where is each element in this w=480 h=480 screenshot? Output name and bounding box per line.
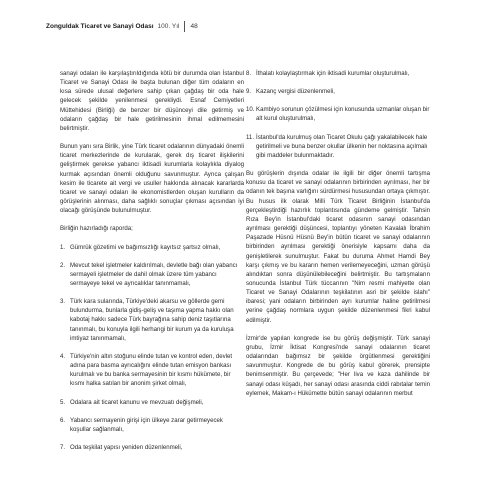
- header-title: Zonguldak Ticaret ve Sanayi Odası: [46, 22, 154, 30]
- left-column: [60, 69, 244, 461]
- list-number: 1.: [60, 243, 66, 251]
- list-number: 10.: [246, 106, 255, 114]
- list-item: [60, 297, 244, 343]
- list-item: [246, 105, 430, 123]
- page-header: [46, 20, 198, 32]
- header-year: 100. Yıl: [157, 22, 180, 30]
- list-text: Kazanç vergisi düzenlenmeli,: [256, 88, 335, 96]
- list-number: 6.: [60, 416, 66, 424]
- list-text: Türkiye'nin altın stoğunu elinde tutan ve kontrol eden, devlet adına para basma ayrıcalığını elinde tutan emisyon bankası kurulmalı ve bu banka sermayesinin bir kısmı hükümete, bir kısmı halka satılan bir anonim şirket olmalı,: [70, 352, 233, 388]
- list-text: Gümrük gözetimi ve bağımsızlığı kayıtsız şartsız olmalı,: [70, 243, 221, 251]
- list-text: Türk kara sularında, Türkiye'deki akarsu ve göllerde gemi bulundurma, bunlarla gidiş-geliş ve taşıma yapma hakkı olan kabotaj hakkı sadece Türk bayrağına sahip deniz taşıtlarına tanınmalı, bu konuyla ilgili herhangi bir kurum ya da kuruluşa imtiyaz tanınmamalı,: [70, 298, 234, 342]
- list-number: 3.: [60, 298, 66, 306]
- list-number: 4.: [60, 352, 66, 360]
- list-number: 9.: [246, 88, 252, 96]
- list-item: [60, 398, 244, 407]
- list-number: 7.: [60, 444, 66, 451]
- list-item: [246, 87, 430, 96]
- right-column: [246, 69, 430, 407]
- list-item: [60, 243, 244, 252]
- paragraph: İzmir'de yapılan kongrede ise bu görüş değişmiştir. Türk sanayi grubu, İzmir İktisat Kongresi'nde sanayi odalarının ticaret odalarından bağımsız bir şekilde örgütlenmesi gerektiğini savunmuştur. Kongrede de bu görüş kabul görerek, prensipte benimsenmiştir. Bu çerçevede; "Her liva ve kaza dahilinde bir sanayi odası küşadı, her sanayi odası arasında ciddi rabıtalar temin eylemek, Makam-ı Hükümette bütün sanayi odalarının merbut: [246, 334, 430, 397]
- list-item: [246, 133, 430, 160]
- list-text: İthalatı kolaylaştırmak için iktisadi kurumlar oluşturulmalı,: [256, 70, 410, 77]
- numbered-list: [246, 69, 430, 160]
- page-number: 48: [190, 22, 198, 30]
- list-text: Kambiyo sorunun çözülmesi için konusunda uzmanlar oluşan bir alt kurul oluşturulmalı,: [256, 106, 430, 123]
- header-divider: [184, 21, 185, 32]
- list-text: Odalara ait ticaret kanunu ve mevzuatı değişmeli,: [70, 398, 204, 406]
- list-text: İstanbul'da kurulmuş olan Ticaret Okulu çağı yakalabilecek hale getirilmeli ve buna benzer okullar ülkenin her noktasına açılmalı gibi maddeler bulunmaktadır.: [256, 133, 428, 159]
- list-text: Mevcut tekel işletmeler kaldırılmalı, devletle bağı olan yabancı sermayeli işletmeler de dahil olmak üzere tüm yabancı sermayeye tekel ve ayrıcalıklar tanınmamalı,: [70, 261, 238, 287]
- list-item: [246, 69, 430, 78]
- list-text: Yabancı sermayenin girişi için ülkeye zarar getirmeyecek koşullar sağlanmalı,: [70, 416, 223, 433]
- list-number: 5.: [60, 398, 66, 406]
- list-number: 8.: [246, 70, 252, 77]
- list-number: 11.: [246, 133, 255, 141]
- list-item: [60, 416, 244, 434]
- paragraph: Bunun yanı sıra Birlik, yine Türk ticaret odalarının dünyadaki önemli ticaret merkezlerinde de kurularak, gerek dış ticaret ilişkilerini geliştirmek gerekse yabancı iktisadi kurumlarla kolaylıkla diyalog kurmak açısından önemli olduğunu savunmuştur. Ayrıca çalışan kesim ile ticarete ait vergi ve usuller hakkında alınacak kararlarda ticaret ve sanayi odaları ile ekonomistlerden oluşan kurulların da görüşlerinin alınması, daha sağlıklı sonuçlar çıkması açısından iyi olacağı görüşünde bulunulmuştur.: [60, 143, 244, 215]
- paragraph: Birliğin hazırladığı raporda;: [60, 225, 133, 233]
- list-item: [60, 261, 244, 288]
- paragraph: sanayi odaları ile karşılaştırıldığında kötü bir durumda olan İstanbul Ticaret ve Sanayi Odası ile başta bulunan diğer tüm odaların en kısa sürede ulusal değerlere sahip çıkan çağdaş bir oda hale gelecek şekilde yenilenmesi gerekliydi. Esnaf Cemiyetleri Müttehidesi (Birliği) de benzer bir düşünceyi dile getirmiş ve odaların çağdaş bir hale getirilmesinin ihmal edilmemesini belirtmiştir.: [60, 70, 244, 132]
- paragraph: Bu görüşlerin dışında odalar ile ilgili bir diğer önemli tartışma konusu da ticaret ve sanayi odalarının birbirinden ayrılması, her bir odanın tek başına varlığını sürdürmesi hususundan ortaya çıkmıştır. Bu husus ilk olarak Milli Türk Ticaret Birliğinin İstanbul'da gerçekleştirdiği hazırlık toplantısında gündeme gelmiştir. Tahsin Rıza Bey'in İstanbul'daki ticaret odasının sanayi odasından ayrılması gerektiği düşüncesi, toplantıyı yöneten Kavalalı İbrahim Paşazade Hüsnü Hüsnü Bey'in bütün ticaret ve sanayi odalarının birbirinden ayrılması gerektiği önerisiyle kapsamı daha da genişletilerek sunulmuştur. Fakat bu duruma Ahmet Hamdi Bey karşı çıkmış ve bu kararın hemen verilemeyeceğini, uzman görüşü alındıktan sonra düşünülebileceğini belirtmiştir. Bu tartışmaların sonucunda İstanbul Türk tüccarının "Nim resmi mahiyette olan Ticaret ve Sanayi Odalarının teşkilatının asri bir şekilde islahı" ibaresi; yani odaların birbirinden ayrı kurumlar haline getirilmesi yerine çağdaş normlara uygun şekilde düzenlenmesi fikri kabul edilmiştir.: [246, 170, 430, 324]
- numbered-list: [60, 243, 244, 453]
- list-text: Oda teşkilat yapısı yeniden düzenlenmeli,: [70, 444, 183, 451]
- list-item: [60, 443, 244, 452]
- list-item: [60, 352, 244, 389]
- list-number: 2.: [60, 261, 66, 269]
